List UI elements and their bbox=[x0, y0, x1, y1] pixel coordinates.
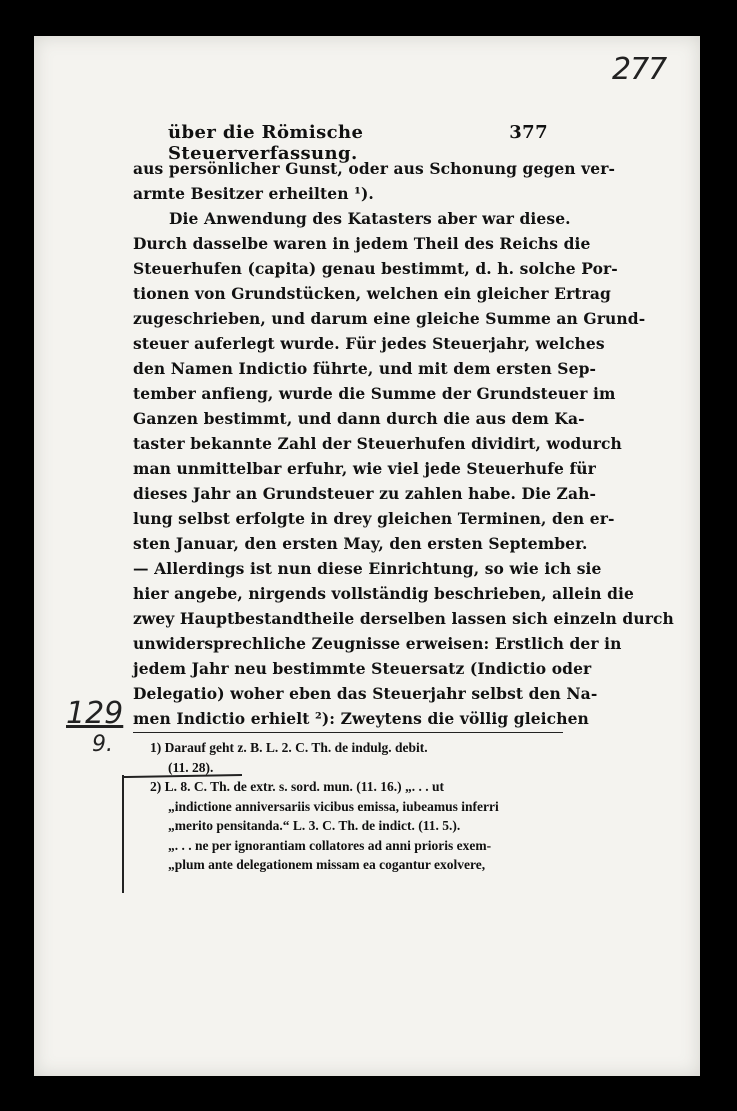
running-head-page-number: 377 bbox=[509, 122, 548, 143]
footnotes bbox=[150, 738, 560, 875]
main-text bbox=[133, 156, 674, 731]
text-line: aus persönlicher Gunst, oder aus Schonung gegen ver- bbox=[133, 159, 616, 178]
text-line: zwey Hauptbestandtheile derselben lassen sich einzeln durch bbox=[133, 609, 674, 628]
text-line: tionen von Grundstücken, welchen ein gleicher Ertrag bbox=[133, 284, 611, 303]
footnote-line: 1) Darauf geht z. B. L. 2. C. Th. de indulg. debit. bbox=[150, 740, 428, 755]
text-line: Ganzen bestimmt, und dann durch die aus dem Ka- bbox=[133, 409, 585, 428]
text-line: Steuerhufen (capita) genau bestimmt, d. h. solche Por- bbox=[133, 259, 618, 278]
running-head-title: über die Römische Steuerverfassung. bbox=[168, 122, 364, 164]
text-line: lung selbst erfolgte in drey gleichen Terminen, den er- bbox=[133, 509, 615, 528]
text-line: Die Anwendung des Katasters aber war diese. bbox=[169, 209, 571, 228]
text-line: armte Besitzer erheilten ¹). bbox=[133, 184, 374, 203]
footnote-divider bbox=[133, 732, 563, 733]
handwritten-margin-note-bottom: 9. bbox=[92, 732, 113, 757]
footnote-line: „plum ante delegationem missam ea cogantur exolvere, bbox=[168, 857, 486, 872]
text-line: den Namen Indictio führte, und mit dem ersten Sep- bbox=[133, 359, 597, 378]
footnote-line: „merito pensitanda.“ L. 3. C. Th. de indict. (11. 5.). bbox=[168, 818, 461, 833]
handwritten-page-number: 277 bbox=[612, 52, 667, 87]
pencil-bracket-mark bbox=[122, 775, 124, 893]
footnote-line: 2) L. 8. C. Th. de extr. s. sord. mun. (11. 16.) „. . . ut bbox=[150, 779, 445, 794]
footnote-line: (11. 28). bbox=[168, 759, 214, 775]
text-line: unwidersprechliche Zeugnisse erweisen: Erstlich der in bbox=[133, 634, 622, 653]
footnote-line: „indictione anniversariis vicibus emissa, iubeamus inferri bbox=[168, 798, 499, 814]
text-line: Delegatio) woher eben das Steuerjahr selbst den Na- bbox=[133, 684, 598, 703]
text-line: man unmittelbar erfuhr, wie viel jede Steuerhufe für bbox=[133, 459, 596, 478]
text-line: tember anfieng, wurde die Summe der Grundsteuer im bbox=[133, 384, 616, 403]
text-line: steuer auferlegt wurde. Für jedes Steuerjahr, welches bbox=[133, 334, 605, 353]
handwritten-margin-note-top: 129 bbox=[66, 696, 124, 731]
text-line: — Allerdings ist nun diese Einrichtung, so wie ich sie bbox=[133, 559, 602, 578]
text-line: zugeschrieben, und darum eine gleiche Summe an Grund- bbox=[133, 309, 646, 328]
text-line: men Indictio erhielt ²): Zweytens die völlig gleichen bbox=[133, 709, 589, 728]
text-line: sten Januar, den ersten May, den ersten September. bbox=[133, 534, 588, 553]
text-line: taster bekannte Zahl der Steuerhufen dividirt, wodurch bbox=[133, 434, 622, 453]
text-line: dieses Jahr an Grundsteuer zu zahlen habe. Die Zah- bbox=[133, 484, 596, 503]
text-line: jedem Jahr neu bestimmte Steuersatz (Indictio oder bbox=[133, 659, 592, 678]
text-line: Durch dasselbe waren in jedem Theil des Reichs die bbox=[133, 234, 591, 253]
footnote-line: „. . . ne per ignorantiam collatores ad anni prioris exem- bbox=[168, 837, 492, 853]
text-line: hier angebe, nirgends vollständig beschrieben, allein die bbox=[133, 584, 634, 603]
